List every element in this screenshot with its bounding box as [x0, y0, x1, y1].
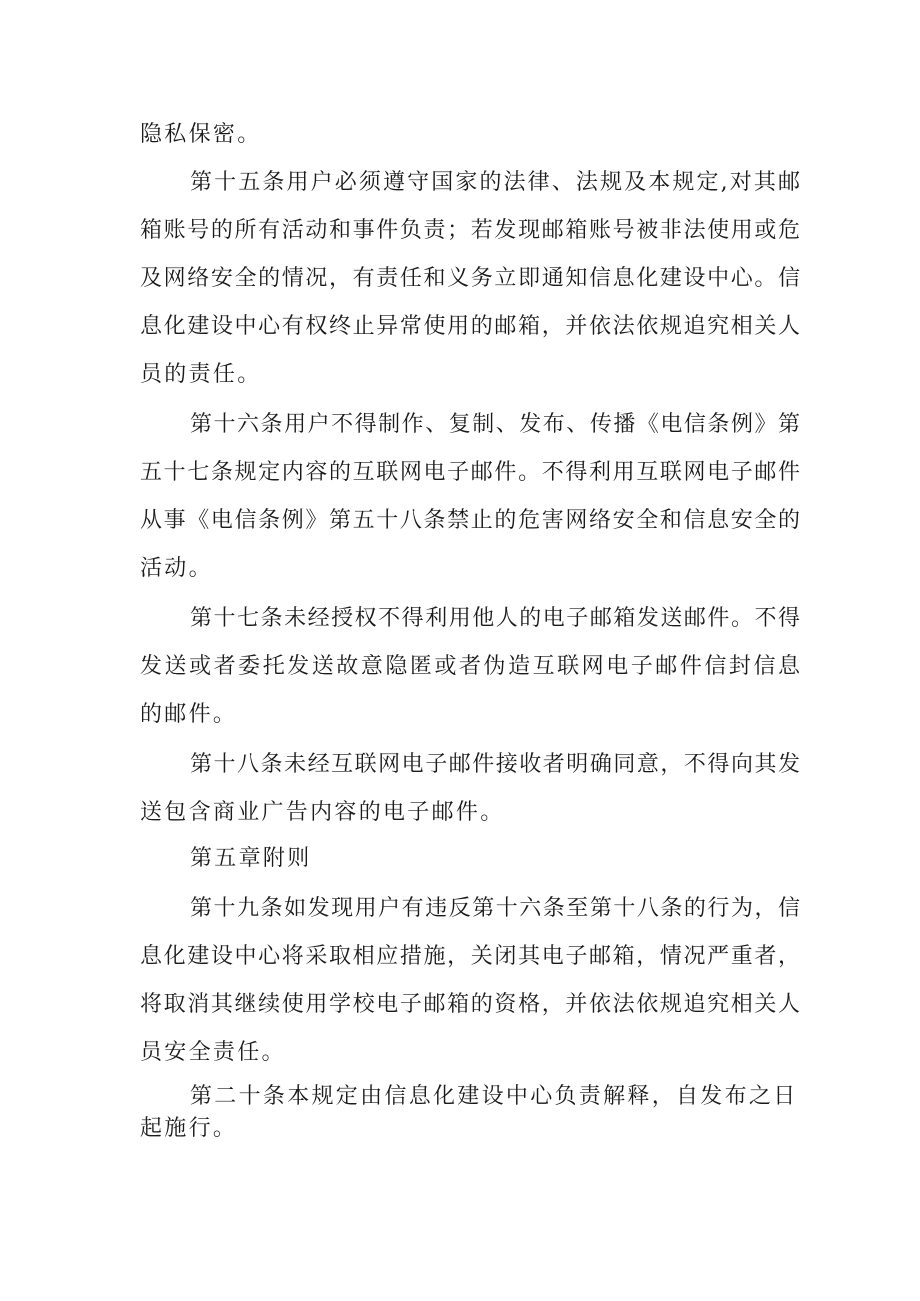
text-line: 息化建设中心有权终止异常使用的邮箱，并依法依规追究相关人 [140, 314, 800, 339]
text-line: 员安全责任。 [140, 1040, 286, 1065]
text-line: 及网络安全的情况，有责任和义务立即通知信息化建设中心。信 [140, 266, 800, 291]
text-line: 送包含商业广告内容的电子邮件。 [140, 800, 505, 825]
article-20-line: 第二十条本规定由信息化建设中心负责解释，自发布之日 [190, 1084, 798, 1109]
article-15-line: 第十五条用户必须遵守国家的法律、法规及本规定,对其邮 [190, 170, 800, 195]
text-line: 的邮件。 [140, 702, 238, 727]
text-line: 隐私保密。 [140, 122, 262, 147]
text-line: 息化建设中心将采取相应措施，关闭其电子邮箱，情况严重者， [140, 944, 800, 969]
text-line: 员的责任。 [140, 362, 262, 387]
chapter-heading: 第五章附则 [190, 846, 312, 871]
article-17-line: 第十七条未经授权不得利用他人的电子邮箱发送邮件。不得 [190, 606, 800, 631]
text-line: 将取消其继续使用学校电子邮箱的资格，并依法依规追究相关人 [140, 992, 800, 1017]
article-19-line: 第十九条如发现用户有违反第十六条至第十八条的行为，信 [190, 896, 800, 921]
text-line: 起施行。 [140, 1116, 238, 1141]
article-18-line: 第十八条未经互联网电子邮件接收者明确同意，不得向其发 [190, 752, 800, 777]
text-line: 五十七条规定内容的互联网电子邮件。不得利用互联网电子邮件 [140, 460, 800, 485]
article-16-line: 第十六条用户不得制作、复制、发布、传播《电信条例》第 [190, 412, 800, 437]
text-line: 从事《电信条例》第五十八条禁止的危害网络安全和信息安全的 [140, 508, 800, 533]
text-line: 发送或者委托发送故意隐匿或者伪造互联网电子邮件信封信息 [140, 654, 800, 679]
text-line: 活动。 [140, 556, 213, 581]
text-line: 箱账号的所有活动和事件负责；若发现邮箱账号被非法使用或危 [140, 218, 800, 243]
